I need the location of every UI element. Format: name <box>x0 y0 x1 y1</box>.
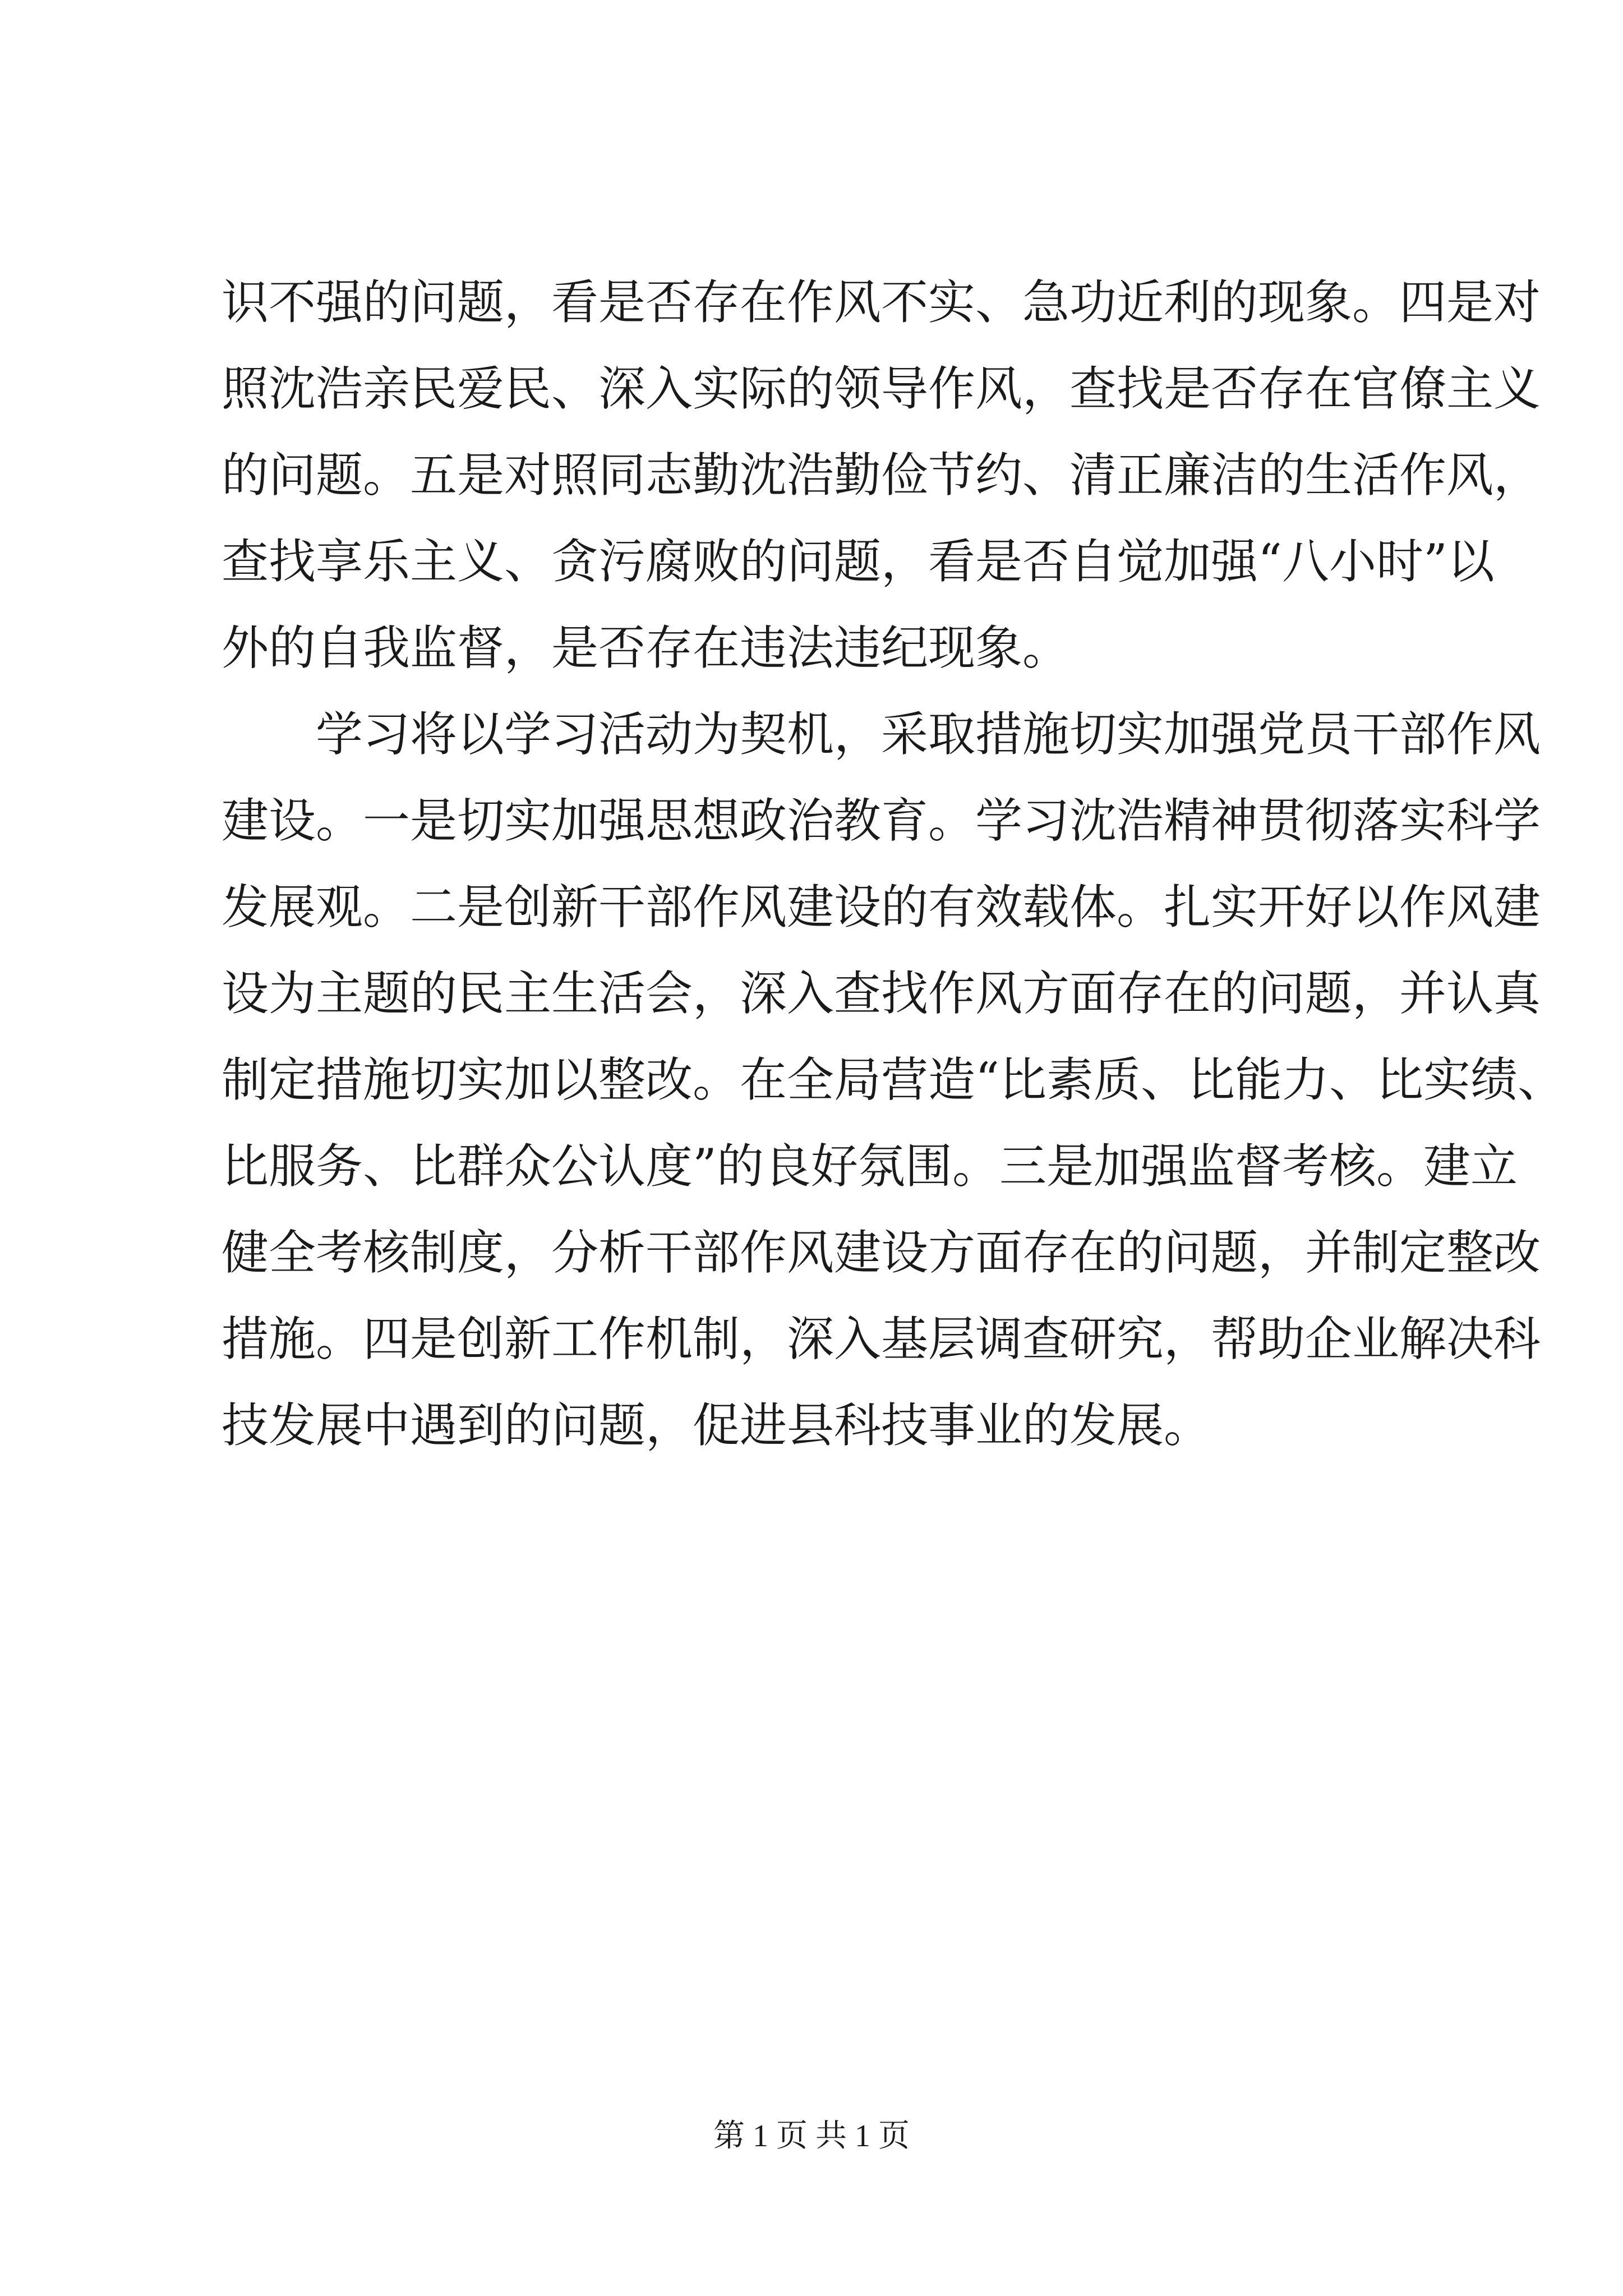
text-line: 发展观。二是创新干部作风建设的有效载体。扎实开好以作风建 <box>222 880 1541 935</box>
text-line: 学习将以学习活动为契机，采取措施切实加强党员干部作风 <box>316 707 1541 762</box>
paragraph-2 <box>222 691 1565 1469</box>
text-line: 查找享乐主义、贪污腐败的问题，看是否自觉加强“八小时”以 <box>222 534 1495 589</box>
text-line: 建设。一是切实加强思想政治教育。学习沈浩精神贯彻落实科学 <box>222 793 1541 848</box>
paragraph-1 <box>222 259 1541 691</box>
page-footer <box>0 2114 1623 2159</box>
text-line: 识不强的问题，看是否存在作风不实、急功近利的现象。四是对 <box>222 275 1541 330</box>
text-line: 制定措施切实加以整改。在全局营造“比素质、比能力、比实绩、 <box>222 1052 1565 1107</box>
text-line: 健全考核制度，分析干部作风建设方面存在的问题，并制定整改 <box>222 1225 1541 1280</box>
text-line: 措施。四是创新工作机制，深入基层调查研究，帮助企业解决科 <box>222 1312 1541 1366</box>
text-line: 比服务、比群众公认度”的良好氛围。三是加强监督考核。建立 <box>222 1139 1518 1194</box>
text-line: 照沈浩亲民爱民、深入实际的领导作风，查找是否存在官僚主义 <box>222 361 1541 416</box>
text-line: 的问题。五是对照同志勤沈浩勤俭节约、清正廉洁的生活作风， <box>222 448 1541 503</box>
text-line: 设为主题的民主生活会，深入查找作风方面存在的问题，并认真 <box>222 966 1541 1021</box>
text-line: 外的自我监督，是否存在违法违纪现象。 <box>222 620 1070 675</box>
document-body <box>222 259 1565 1469</box>
text-line: 技发展中遇到的问题，促进县科技事业的发展。 <box>222 1398 1211 1453</box>
page-number-label: 第 1 页 共 1 页 <box>713 2119 910 2154</box>
